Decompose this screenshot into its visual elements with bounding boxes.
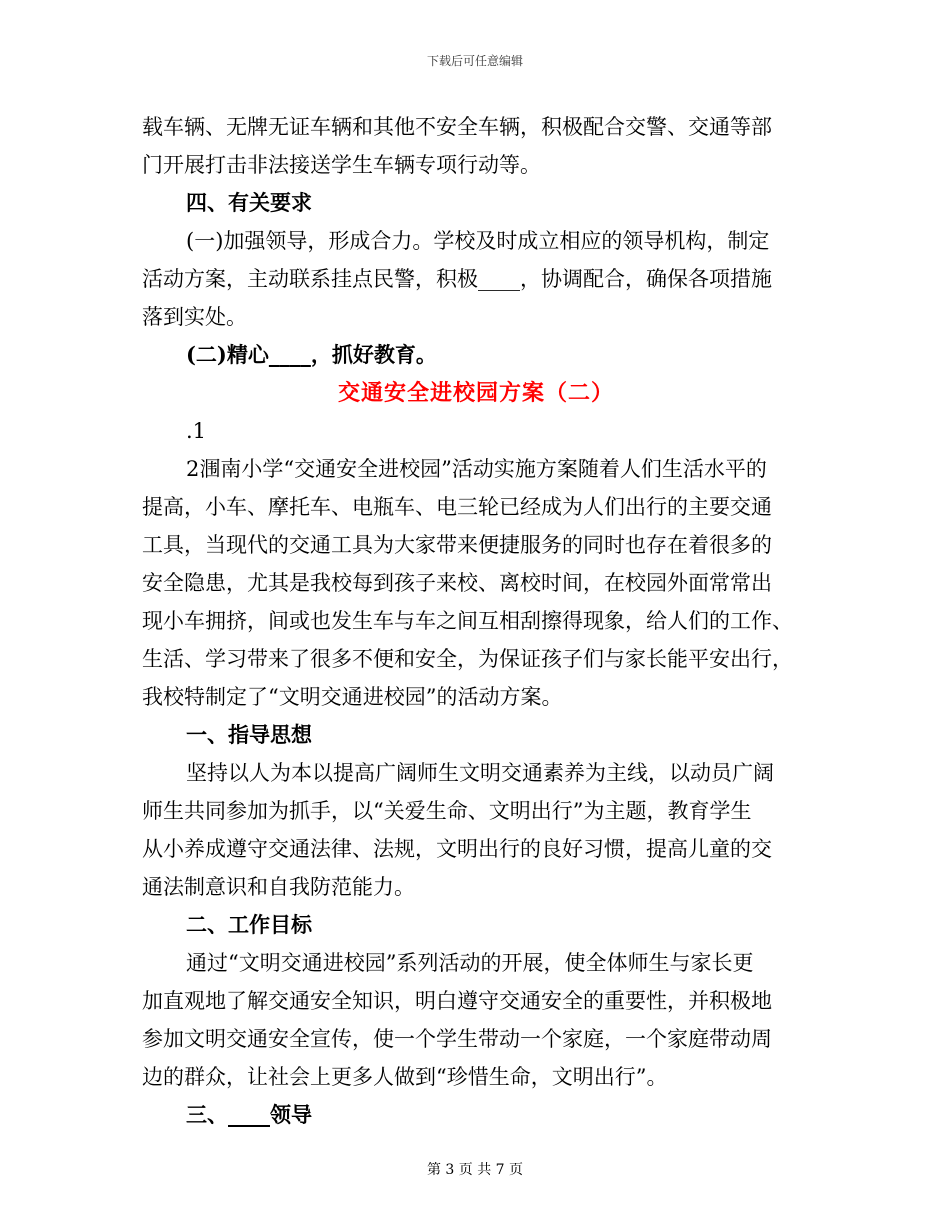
body-text-line: 2涠南小学“交通安全进校园”活动实施方案随着人们生活水平的 bbox=[186, 457, 767, 481]
body-text-line: 通过“文明交通进校园”系列活动的开展，使全体师生与家长更 bbox=[186, 951, 754, 975]
body-text-line: 提高，小车、摩托车、电瓶车、电三轮已经成为人们出行的主要交通 bbox=[142, 495, 772, 519]
body-text-line: 载车辆、无牌无证车辆和其他不安全车辆，积极配合交警、交通等部 bbox=[142, 115, 772, 139]
body-text-line: 安全隐患，尤其是我校每到孩子来校、离校时间，在校园外面常常出 bbox=[142, 571, 772, 595]
body-text-line: 门开展打击非法接送学生车辆专项行动等。 bbox=[142, 153, 541, 177]
section-heading: 三、____领导 bbox=[186, 1102, 312, 1127]
body-text-line: 活动方案，主动联系挂点民警，积极____，协调配合，确保各项措施 bbox=[142, 267, 772, 291]
body-text-line: 坚持以人为本以提高广阔师生文明交通素养为主线，以动员广阔 bbox=[186, 761, 774, 785]
body-text-line: 边的群众，让社会上更多人做到“珍惜生命，文明出行”。 bbox=[142, 1065, 668, 1089]
body-text-line: 工具，当现代的交通工具为大家带来便捷服务的同时也存在着很多的 bbox=[142, 533, 772, 557]
body-text-line: .1 bbox=[186, 419, 207, 443]
body-text-line: 我校特制定了“文明交通进校园”的活动方案。 bbox=[142, 685, 563, 709]
body-text-line: 落到实处。 bbox=[142, 305, 247, 329]
page-header: 下载后可任意编辑 bbox=[426, 54, 523, 68]
body-text-line: 从小养成遵守交通法律、法规，文明出行的良好习惯，提高儿童的交 bbox=[142, 837, 772, 861]
section-heading: 一、指导思想 bbox=[186, 722, 312, 747]
body-text-line: 参加文明交通安全宣传，使一个学生带动一个家庭，一个家庭带动周 bbox=[142, 1027, 772, 1051]
body-text-line: 通法制意识和自我防范能力。 bbox=[142, 875, 415, 899]
section-heading: 四、有关要求 bbox=[186, 190, 312, 215]
section-title: 交通安全进校园方案（二） bbox=[337, 380, 614, 406]
page-footer: 第 3 页 共 7 页 bbox=[426, 1162, 524, 1178]
body-text-line: 生活、学习带来了很多不便和安全，为保证孩子们与家长能平安出行， bbox=[142, 647, 793, 671]
document-body bbox=[142, 108, 810, 1134]
body-text-line: 现小车拥挤，间或也发生车与车之间互相刮擦得现象，给人们的工作、 bbox=[142, 609, 793, 633]
section-heading: (二)精心____，抓好教育。 bbox=[186, 342, 437, 367]
body-text-line: 加直观地了解交通安全知识，明白遵守交通安全的重要性，并积极地 bbox=[142, 989, 772, 1013]
body-text-line: (一)加强领导，形成合力。学校及时成立相应的领导机构，制定 bbox=[186, 229, 770, 253]
body-text-line: 师生共同参加为抓手，以“关爱生命、文明出行”为主题，教育学生 bbox=[142, 799, 752, 823]
section-heading: 二、工作目标 bbox=[186, 912, 312, 937]
